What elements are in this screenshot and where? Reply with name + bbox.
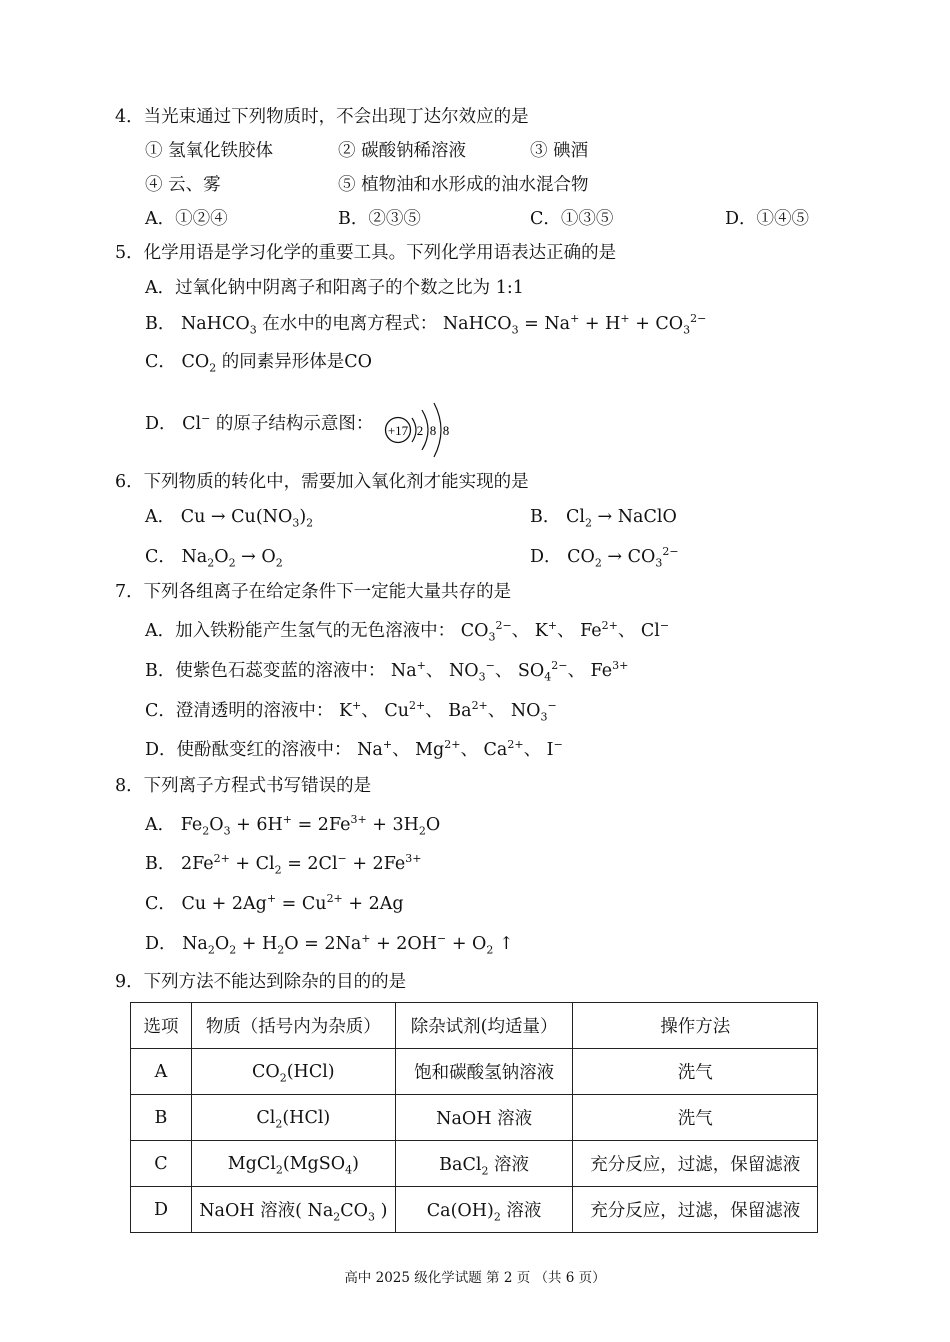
q5-option-c: C． $CO_2$ 的同素异形体是CO [145, 352, 373, 375]
q4-item-1: ① 氢氧化铁胶体 [145, 141, 274, 161]
q4-choice-b: B．②③⑤ [338, 209, 421, 229]
q7-option-a: A．加入铁粉能产生氢气的无色溶液中： $CO_3^{2-}$、 K+、 $Fe^{2+}$、 Cl− [145, 619, 670, 644]
atom-shell-2: 8 [429, 423, 437, 438]
q6-option-d: D． $CO_2 \to CO_3^{2-}$ [530, 545, 679, 570]
q6-option-b: B． $Cl_2$ → NaClO [530, 507, 677, 530]
q7-option-c: C．澄清透明的溶液中： K+、 $Cu^{2+}$、 $Ba^{2+}$、 $NO_3^-$ [145, 699, 557, 724]
q4-choice-c: C．①③⑤ [530, 209, 614, 229]
q4-item-2: ② 碳酸钠稀溶液 [338, 141, 467, 161]
question-6-stem: 6．下列物质的转化中，需要加入氧化剂才能实现的是 [115, 472, 529, 492]
q6-option-a: A． $Cu \to Cu(NO_3)_2$ [145, 507, 314, 530]
q4-choice-a: A．①②④ [145, 209, 228, 229]
q4-item-5: ⑤ 植物油和水形成的油水混合物 [338, 175, 589, 195]
table-row [131, 1095, 818, 1141]
row-reagent: $Ca(OH)_2$ 溶液 [395, 1187, 573, 1233]
header-reagent: 除杂试剂(均适量） [395, 1003, 573, 1049]
row-reagent: 饱和碳酸氢钠溶液 [395, 1049, 573, 1095]
q4-item-3: ③ 碘酒 [530, 141, 589, 161]
q5-option-b: B． NaHCO$_3$ 在水中的电离方程式： NaHCO$_3$ = $Na^+ + H^+ + CO_3^{2-}$ [145, 312, 707, 337]
row-option: B [131, 1095, 192, 1141]
row-operation: 充分反应，过滤，保留滤液 [573, 1141, 818, 1187]
table-row [131, 1187, 818, 1233]
row-substance: MgCl$_2$(MgSO$_4$) [191, 1141, 395, 1187]
row-operation: 洗气 [573, 1049, 818, 1095]
q8-option-a: A． $Fe_2O_3 + 6H^+ = 2Fe^{3+} + 3H_2O$ [145, 813, 441, 838]
header-operation: 操作方法 [573, 1003, 818, 1049]
question-9-stem: 9．下列方法不能达到除杂的目的的是 [115, 972, 407, 992]
row-substance: NaOH 溶液( $Na_2CO_3$ ) [191, 1187, 395, 1233]
q7-option-d: D．使酚酞变红的溶液中： Na+、 $Mg^{2+}$、 $Ca^{2+}$、 I− [145, 738, 563, 760]
table-row [131, 1049, 818, 1095]
q8-option-c: C． $Cu + 2Ag^+ = Cu^{2+} + 2Ag$ [145, 892, 404, 914]
q8-option-d: D． $Na_2O_2 + H_2O = 2Na^+ + 2OH^- + O_2$ ↑ [145, 932, 514, 957]
row-operation: 充分反应，过滤，保留滤液 [573, 1187, 818, 1233]
question-4-stem: 4．当光束通过下列物质时，不会出现丁达尔效应的是 [115, 107, 529, 127]
q4-item-4: ④ 云、雾 [145, 175, 221, 195]
row-reagent: BaCl$_2$ 溶液 [395, 1141, 573, 1187]
q4-choice-d: D．①④⑤ [725, 209, 810, 229]
q7-option-b: B．使紫色石蕊变蓝的溶液中： Na+、 $NO_3^-$、 $SO_4^{2-}$、 $Fe^{3+}$ [145, 659, 629, 684]
question-5-stem: 5．化学用语是学习化学的重要工具。下列化学用语表达正确的是 [115, 243, 617, 263]
chlorine-ion-structure-diagram [382, 400, 462, 460]
row-option: C [131, 1141, 192, 1187]
atom-shell-3: 8 [442, 423, 450, 438]
q5-option-d: D． Cl− 的原子结构示意图： [145, 412, 374, 434]
table-row [131, 1141, 818, 1187]
q5-option-a: A．过氧化钠中阴离子和阳离子的个数之比为 1:1 [145, 278, 524, 298]
header-option: 选项 [131, 1003, 192, 1049]
row-option: A [131, 1049, 192, 1095]
row-reagent: NaOH 溶液 [395, 1095, 573, 1141]
question-8-stem: 8．下列离子方程式书写错误的是 [115, 776, 372, 796]
row-substance: $CO_2(HCl)$ [191, 1049, 395, 1095]
header-substance: 物质（括号内为杂质） [191, 1003, 395, 1049]
atom-nucleus: +17 [387, 423, 409, 438]
purification-table [130, 1002, 818, 1233]
question-7-stem: 7．下列各组离子在给定条件下一定能大量共存的是 [115, 582, 512, 602]
q8-option-b: B． $2Fe^{2+} + Cl_2 = 2Cl^- + 2Fe^{3+}$ [145, 852, 422, 877]
row-option: D [131, 1187, 192, 1233]
q6-option-c: C． $Na_2O_2 \to O_2$ [145, 547, 283, 570]
row-operation: 洗气 [573, 1095, 818, 1141]
atom-shell-1: 2 [416, 423, 424, 438]
row-substance: $Cl_2(HCl)$ [191, 1095, 395, 1141]
table-header-row [131, 1003, 818, 1049]
page-footer: 高中 2025 级化学试题 第 2 页 （共 6 页） [344, 1270, 606, 1286]
